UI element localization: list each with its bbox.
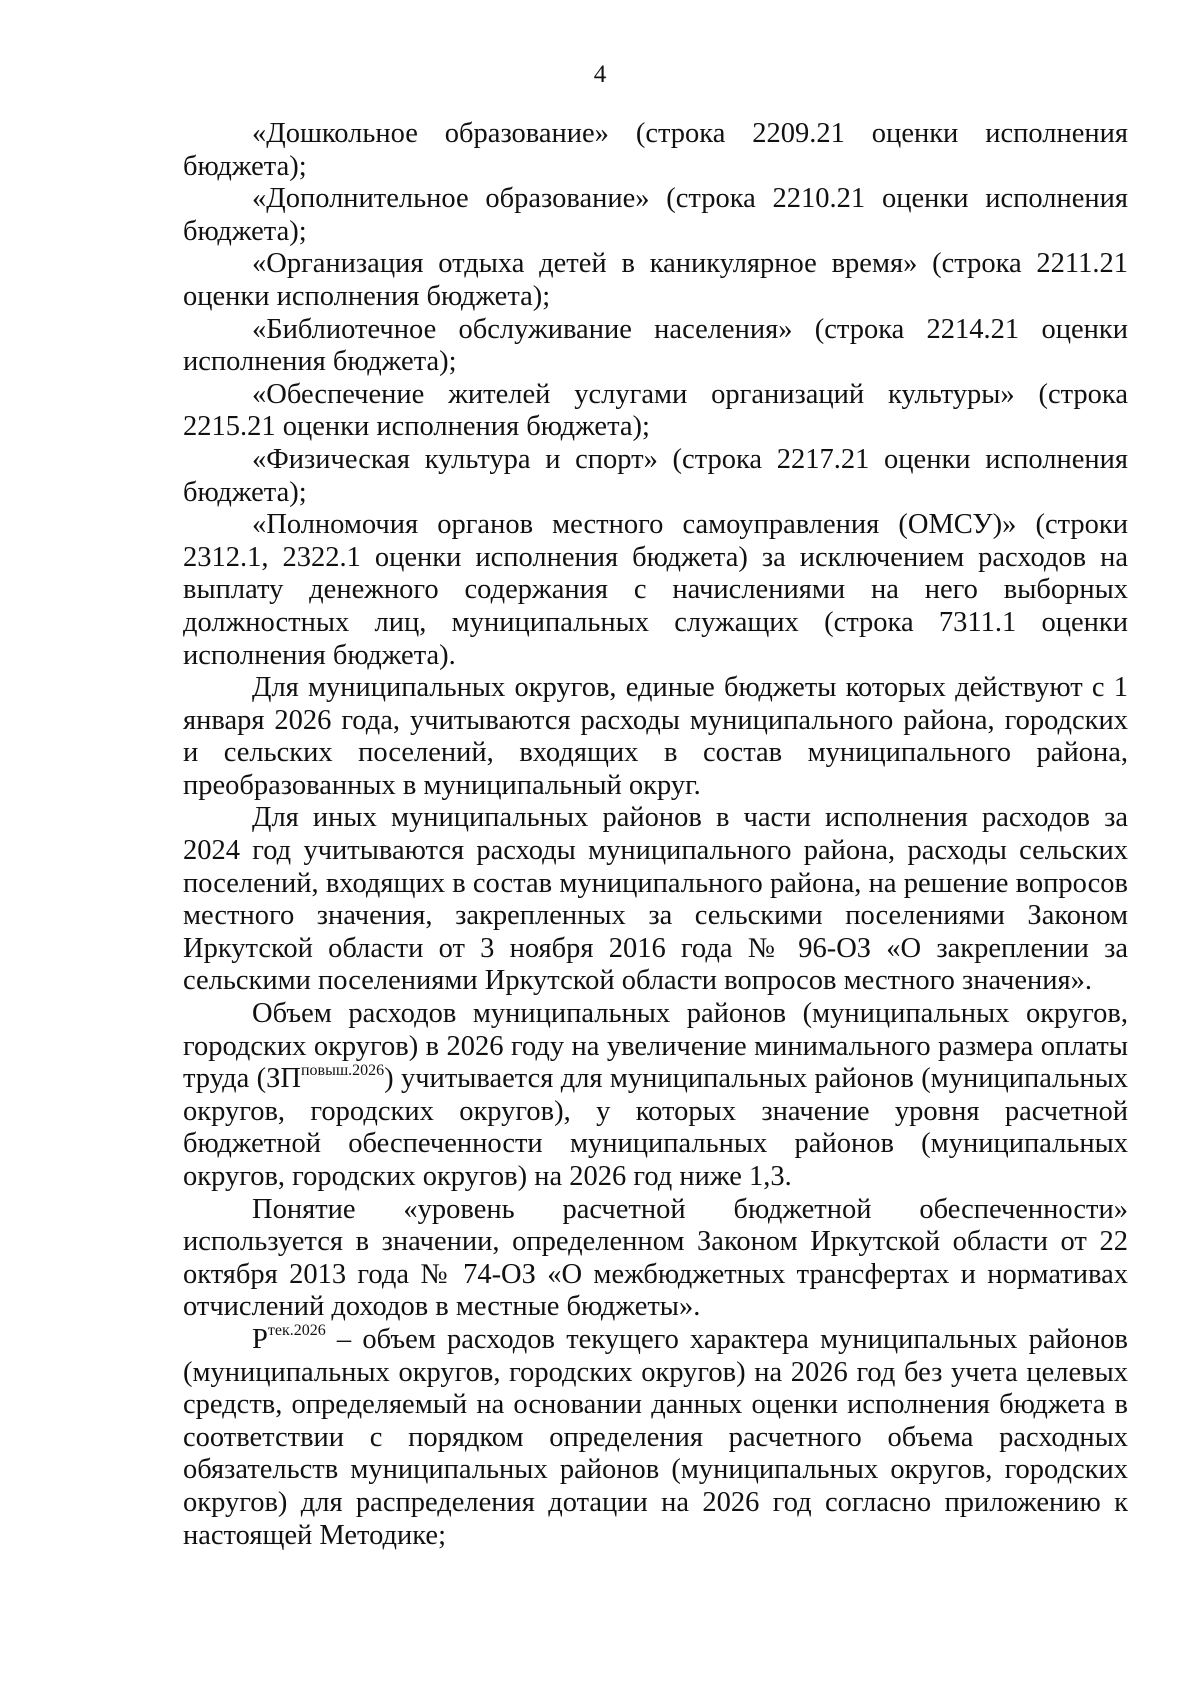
paragraph-preschool-education: «Дошкольное образование» (строка 2209.21 оценки исполнения бюджета); (183, 118, 1128, 182)
wage-superscript: повыш.2026 (300, 1061, 385, 1079)
paragraph-culture-services: «Обеспечение жителей услугами организаций культуры» (строка 2215.21 оценки исполнения бюджета); (183, 378, 1128, 443)
document-body (183, 118, 1128, 1552)
paragraph-library-service: «Библиотечное обслуживание населения» (строка 2214.21 оценки исполнения бюджета); (183, 313, 1128, 378)
current-expenses-superscript: тек.2026 (267, 1322, 326, 1340)
paragraph-minimum-wage-expenses (183, 998, 1128, 1194)
current-expenses-text: – объем расходов текущего характера муниципальных районов (муниципальных округов, городских округов) на 2026 год без учета целевых средств, определяемый на основании данных оценки исполнения бюджета в соответствии с порядком определения расчетного объема расходных обязательств муниципальных районов (муниципальных округов, городских округов) для распределения дотации на 2026 год согласно приложению к настоящей Методике; (183, 1323, 1128, 1551)
paragraph-current-expenses-definition (183, 1324, 1128, 1552)
current-expenses-symbol: Р (252, 1323, 268, 1355)
paragraph-municipal-districts: Для муниципальных округов, единые бюджеты которых действуют с 1 января 2026 года, учитываются расходы муниципального района, городских и сельских поселений, входящих в состав муниципального района, преобразованных в муниципальный округ. (183, 672, 1128, 801)
paragraph-physical-culture: «Физическая культура и спорт» (строка 2217.21 оценки исполнения бюджета); (183, 443, 1128, 508)
wage-text-after: ) учитывается для муниципальных районов (муниципальных округов, городских округов), у которых значение уровня расчетной бюджетной обеспеченности муниципальных районов (муниципальных округов, городских округов) на 2026 год ниже 1,3. (183, 1063, 1128, 1192)
page-number: 4 (593, 61, 607, 88)
paragraph-holiday-recreation: «Организация отдыха детей в каникулярное время» (строка 2211.21 оценки исполнения бюджета); (183, 248, 1128, 312)
paragraph-budget-sufficiency-definition: Понятие «уровень расчетной бюджетной обеспеченности» используется в значении, определенном Законом Иркутской области от 22 октября 2013 года № 74-ОЗ «О межбюджетных трансфертах и нормативах отчислений доходов в местные бюджеты». (183, 1193, 1128, 1323)
paragraph-additional-education: «Дополнительное образование» (строка 2210.21 оценки исполнения бюджета); (183, 183, 1128, 247)
paragraph-local-government-powers: «Полномочия органов местного самоуправления (ОМСУ)» (строки 2312.1, 2322.1 оценки исполнения бюджета) за исключением расходов на выплату денежного содержания с начислениями на него выборных должностных лиц, муниципальных служащих (строка 7311.1 оценки исполнения бюджета). (183, 509, 1128, 671)
paragraph-other-municipal-areas: Для иных муниципальных районов в части исполнения расходов за 2024 год учитываются расходы муниципального района, расходы сельских поселений, входящих в состав муниципального района, на решение вопросов местного значения, закрепленных за сельскими поселениями Законом Иркутской области от 3 ноября 2016 года № 96-ОЗ «О закреплении за сельскими поселениями Иркутской области вопросов местного значения». (183, 802, 1128, 997)
wage-text-before: Объем расходов муниципальных районов (муниципальных округов, городских округов) в 2026 году на увеличение минимального размера оплаты труда (ЗП (183, 998, 1128, 1095)
